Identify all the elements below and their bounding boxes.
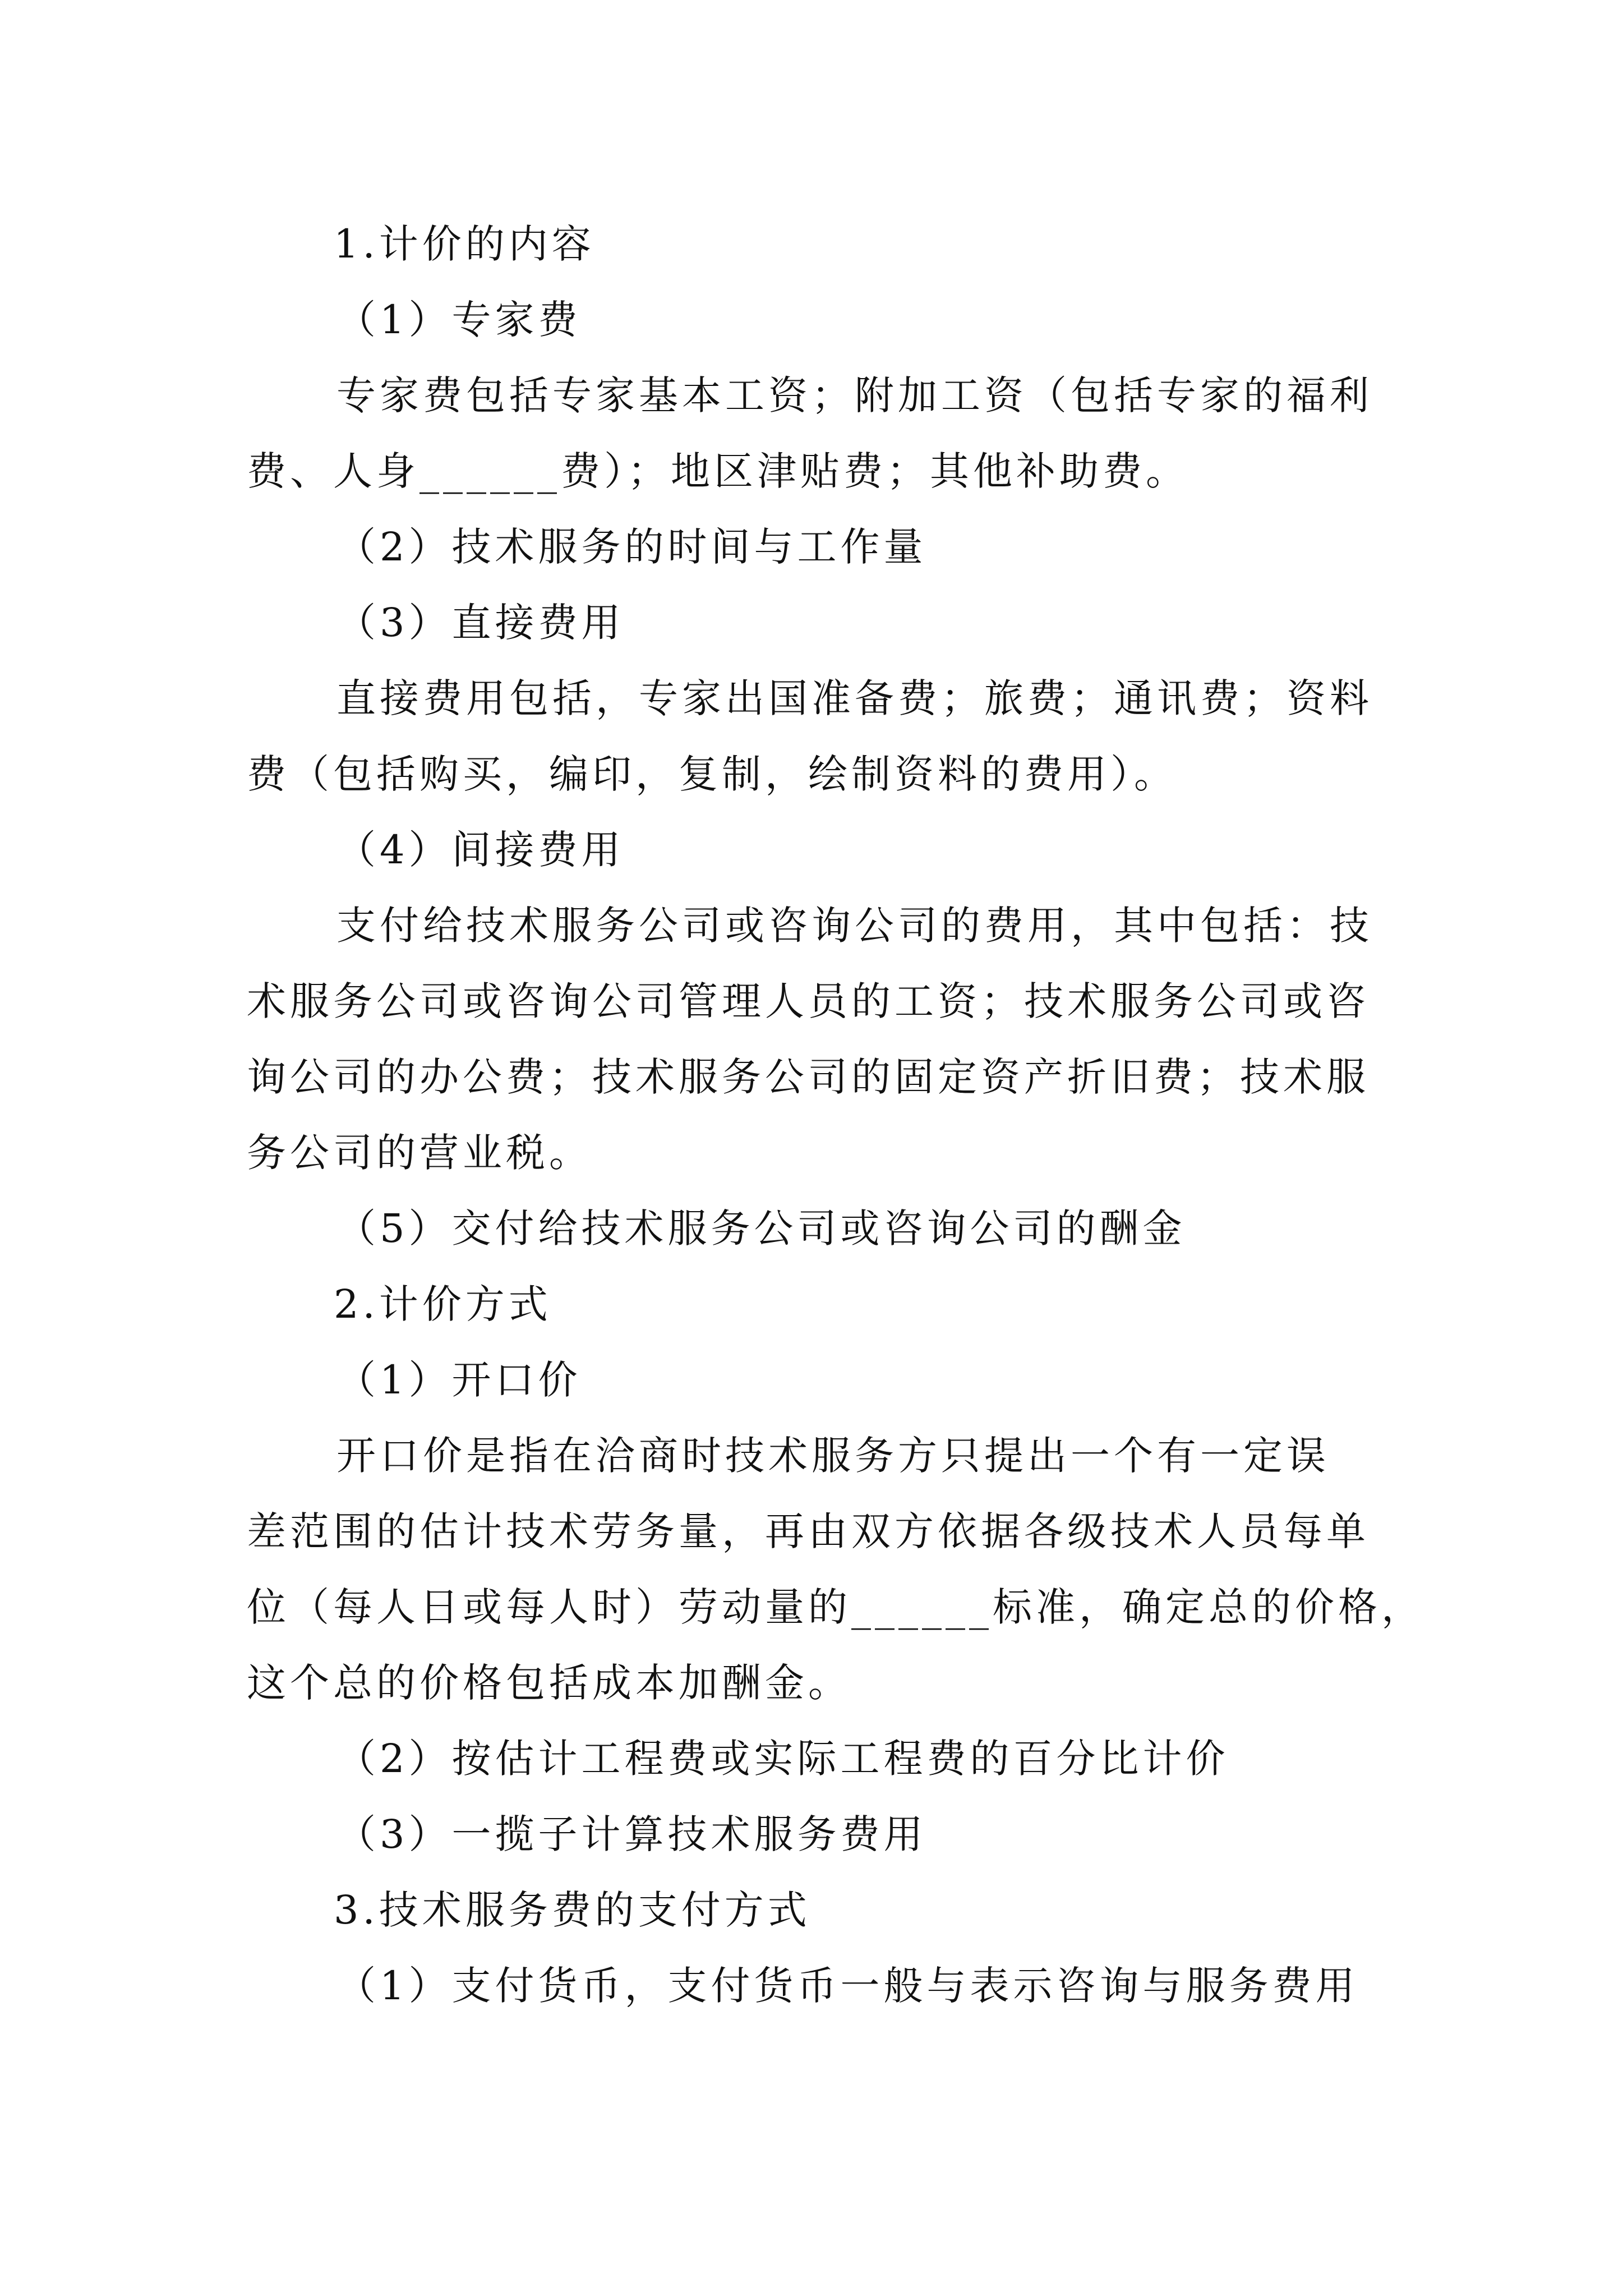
paragraph-line: 这个总的价格包括成本加酬金。 [247,1660,851,1706]
heading-pricing-method: 2.计价方式 [334,1281,552,1327]
paragraph-line: 专家费包括专家基本工资；附加工资（包括专家的福利 [336,372,1373,418]
subheading-open-price: （1）开口价 [336,1357,582,1403]
paragraph-line: 支付给技术服务公司或咨询公司的费用，其中包括：技 [336,903,1373,949]
subheading-indirect-cost: （4）间接费用 [336,827,625,873]
paragraph-line: 直接费用包括，专家出国准备费；旅费；通讯费；资料 [336,675,1373,721]
heading-pricing-content: 1.计价的内容 [334,221,595,267]
paragraph-line: 位（每人日或每人时）劳动量的______标准，确定总的价格， [247,1584,1424,1630]
subheading-remuneration: （5）交付给技术服务公司或咨询公司的酬金 [336,1205,1186,1251]
paragraph-line: 费、人身______费）；地区津贴费；其他补助费。 [247,448,1189,494]
paragraph-line: （1）支付货币，支付货币一般与表示咨询与服务费用 [336,1963,1359,2009]
subheading-percentage-pricing: （2）按估计工程费或实际工程费的百分比计价 [336,1736,1229,1782]
paragraph-line: 询公司的办公费；技术服务公司的固定资产折旧费；技术服 [247,1054,1370,1100]
heading-payment-method: 3.技术服务费的支付方式 [334,1887,811,1933]
subheading-direct-cost: （3）直接费用 [336,600,625,646]
paragraph-line: 术服务公司或咨询公司管理人员的工资；技术服务公司或咨 [247,978,1370,1024]
paragraph-line: 务公司的营业税。 [247,1130,592,1176]
subheading-lump-sum: （3）一揽子计算技术服务费用 [336,1811,927,1857]
paragraph-line: 开口价是指在洽商时技术服务方只提出一个有一定误 [336,1433,1330,1479]
subheading-expert-fee: （1）专家费 [336,297,582,343]
paragraph-line: 差范围的估计技术劳务量，再由双方依据各级技术人员每单 [247,1508,1370,1554]
paragraph-line: 费（包括购买，编印，复制，绘制资料的费用）。 [247,751,1177,797]
subheading-time-workload: （2）技术服务的时间与工作量 [336,524,927,570]
